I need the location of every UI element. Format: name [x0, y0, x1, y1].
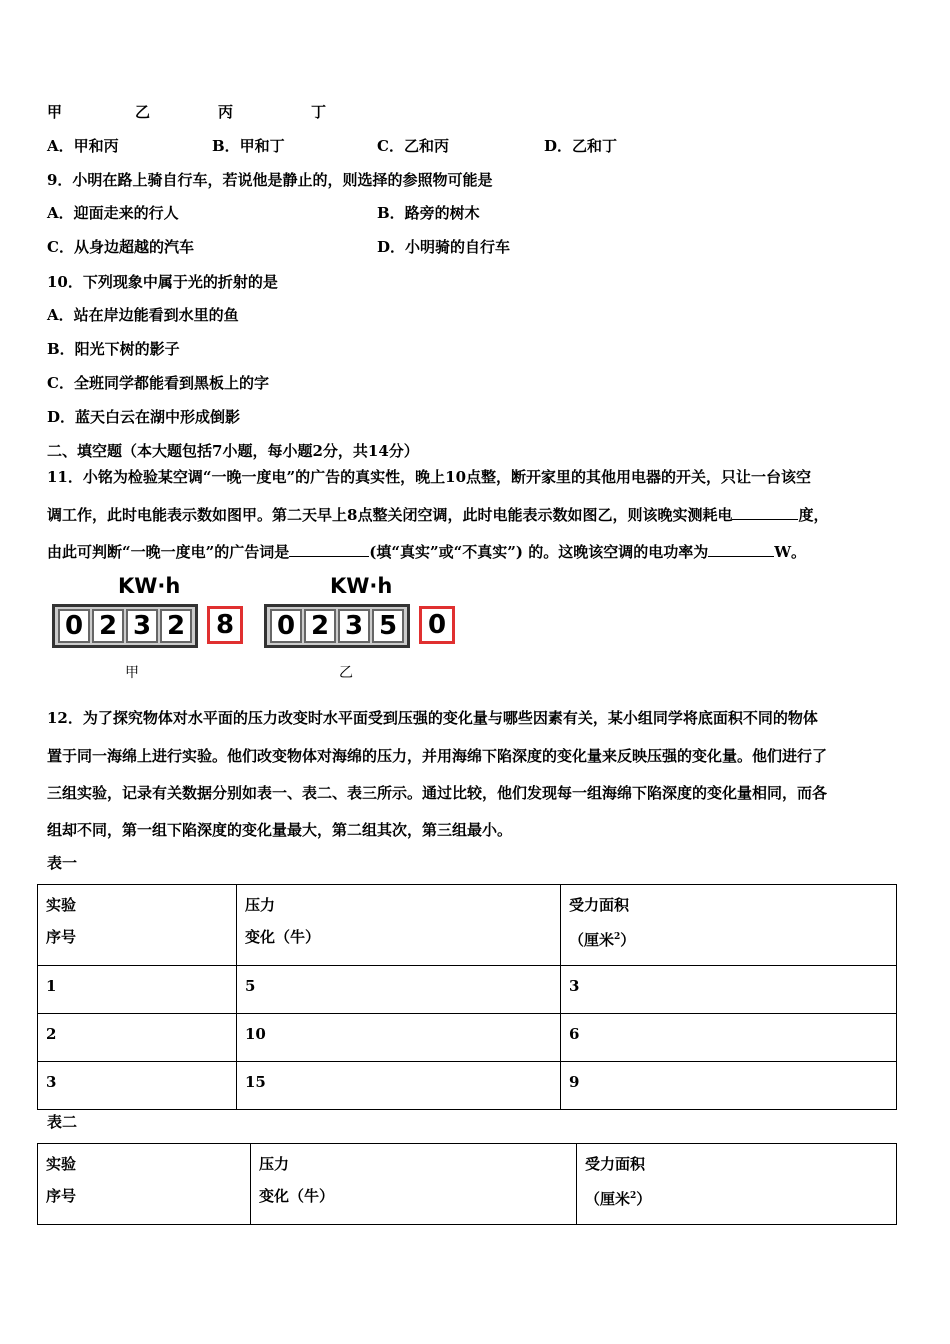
- meter-caption: 甲: [125, 665, 139, 681]
- superscript: 2: [630, 1191, 637, 1201]
- answer-blank: [708, 542, 774, 557]
- cell-text: 10: [245, 1025, 266, 1043]
- cell-text: 3: [46, 1073, 57, 1091]
- header-text: 实验: [46, 1155, 77, 1173]
- q8-label-yi: 乙: [135, 103, 151, 121]
- superscript: 2: [614, 932, 621, 942]
- table-header-row: [38, 885, 897, 966]
- q8-label-ding: 丁: [311, 103, 327, 121]
- q9-option-b: B．路旁的树木: [377, 204, 480, 222]
- table-header-cell: [38, 1144, 251, 1225]
- unit-text: （厘米: [569, 931, 615, 949]
- q11-line-2: [47, 505, 828, 525]
- cell-text: 9: [569, 1073, 580, 1091]
- section-heading: 二、填空题（本大题包括7小题，每小题2分，共14分）: [47, 442, 419, 460]
- cell-text: 15: [245, 1073, 266, 1091]
- header-text: [569, 927, 888, 950]
- table-cell: [38, 1062, 237, 1110]
- q11-text: 度，: [798, 506, 829, 524]
- meter-digit: 3: [126, 609, 158, 643]
- meter-caption: 乙: [339, 665, 353, 681]
- table-cell: [237, 1062, 561, 1110]
- table-cell: [237, 1014, 561, 1062]
- header-text: 变化（牛）: [245, 928, 321, 946]
- q11-line-1: 11．小铭为检验某空调“一晚一度电”的广告的真实性，晚上10点整，断开家里的其他用电器的开关，只让一台该空: [47, 468, 812, 486]
- table-row: [38, 966, 897, 1014]
- table1: [37, 884, 897, 1110]
- energy-meter-jia: [52, 574, 252, 684]
- meter-digit: 2: [304, 609, 336, 643]
- table-row: [38, 1014, 897, 1062]
- q12-line-2: 置于同一海绵上进行实验。他们改变物体对海绵的压力，并用海绵下陷深度的变化量来反映压强的变化量。他们进行了: [47, 747, 828, 765]
- q8-option-c: C．乙和丙: [377, 137, 449, 155]
- table-cell: [561, 966, 897, 1014]
- q12-line-1: 12．为了探究物体对水平面的压力改变时水平面受到压强的变化量与哪些因素有关，某小组同学将底面积不同的物体: [47, 709, 818, 727]
- table-row: [38, 1062, 897, 1110]
- header-text: [585, 1186, 888, 1209]
- q9-option-d: D．小明骑的自行车: [377, 238, 511, 256]
- q9-option-c: C．从身边超越的汽车: [47, 238, 194, 256]
- table2-title: 表二: [47, 1113, 78, 1131]
- q11-line-3: [47, 542, 806, 562]
- table-header-cell: [237, 885, 561, 966]
- table1-title: 表一: [47, 854, 78, 872]
- header-text: 序号: [46, 1187, 77, 1205]
- q10-option-c: C．全班同学都能看到黑板上的字: [47, 374, 269, 392]
- cell-text: 1: [46, 977, 57, 995]
- table-cell: [561, 1014, 897, 1062]
- q8-label-bing: 丙: [218, 103, 234, 121]
- cell-text: 6: [569, 1025, 580, 1043]
- meter-unit: KW·h: [118, 574, 181, 598]
- q8-option-b: B．甲和丁: [212, 137, 285, 155]
- q12-line-4: 组却不同，第一组下陷深度的变化量最大，第二组其次，第三组最小。: [47, 821, 513, 839]
- q10-option-a: A．站在岸边能看到水里的鱼: [47, 306, 239, 324]
- cell-text: 2: [46, 1025, 57, 1043]
- meter-decimal-digit: 0: [419, 606, 455, 644]
- meter-digit: 5: [372, 609, 404, 643]
- q10-option-b: B．阳光下树的影子: [47, 340, 180, 358]
- meter-digit: 0: [270, 609, 302, 643]
- table-header-cell: [251, 1144, 577, 1225]
- meter-digit: 3: [338, 609, 370, 643]
- q8-option-d: D．乙和丁: [544, 137, 618, 155]
- table-cell: [561, 1062, 897, 1110]
- q11-text: W。: [774, 543, 807, 561]
- meter-unit: KW·h: [330, 574, 393, 598]
- q12-line-3: 三组实验，记录有关数据分别如表一、表二、表三所示。通过比较，他们发现每一组海绵下陷深度的变化量相同，而各: [47, 784, 828, 802]
- meter-digits: [52, 604, 198, 648]
- unit-text: ）: [620, 931, 636, 949]
- table2: [37, 1143, 897, 1225]
- answer-blank: [289, 542, 369, 557]
- unit-text: （厘米: [585, 1190, 631, 1208]
- meter-digit: 2: [160, 609, 192, 643]
- q10-stem: 10．下列现象中属于光的折射的是: [47, 273, 278, 291]
- q11-text: 由此可判断“一晚一度电”的广告词是: [47, 543, 290, 561]
- table-cell: [38, 966, 237, 1014]
- header-text: 受力面积: [569, 896, 630, 914]
- q9-option-a: A．迎面走来的行人: [47, 204, 179, 222]
- table-header-cell: [577, 1144, 897, 1225]
- table-cell: [38, 1014, 237, 1062]
- header-text: 序号: [46, 928, 77, 946]
- table-cell: [237, 966, 561, 1014]
- q8-label-jia: 甲: [47, 103, 63, 121]
- meter-digits: [264, 604, 410, 648]
- answer-blank: [732, 505, 798, 520]
- header-text: 实验: [46, 896, 77, 914]
- header-text: 变化（牛）: [259, 1187, 335, 1205]
- meter-digit: 2: [92, 609, 124, 643]
- cell-text: 3: [569, 977, 580, 995]
- header-text: 压力: [245, 896, 276, 914]
- unit-text: ）: [636, 1190, 652, 1208]
- q10-option-d: D．蓝天白云在湖中形成倒影: [47, 408, 241, 426]
- table-header-row: [38, 1144, 897, 1225]
- q11-text: (填“真实”或“不真实”) 的。这晚该空调的电功率为: [369, 543, 709, 561]
- energy-meter-yi: [264, 574, 464, 684]
- table-header-cell: [561, 885, 897, 966]
- header-text: 压力: [259, 1155, 290, 1173]
- cell-text: 5: [245, 977, 256, 995]
- q11-text: 调工作，此时电能表示数如图甲。第二天早上8点整关闭空调，此时电能表示数如图乙，则该晚实测耗电: [47, 506, 733, 524]
- meter-digit: 0: [58, 609, 90, 643]
- q8-option-a: A．甲和丙: [47, 137, 119, 155]
- header-text: 受力面积: [585, 1155, 646, 1173]
- table-header-cell: [38, 885, 237, 966]
- q9-stem: 9．小明在路上骑自行车，若说他是静止的，则选择的参照物可能是: [47, 171, 493, 189]
- meter-decimal-digit: 8: [207, 606, 243, 644]
